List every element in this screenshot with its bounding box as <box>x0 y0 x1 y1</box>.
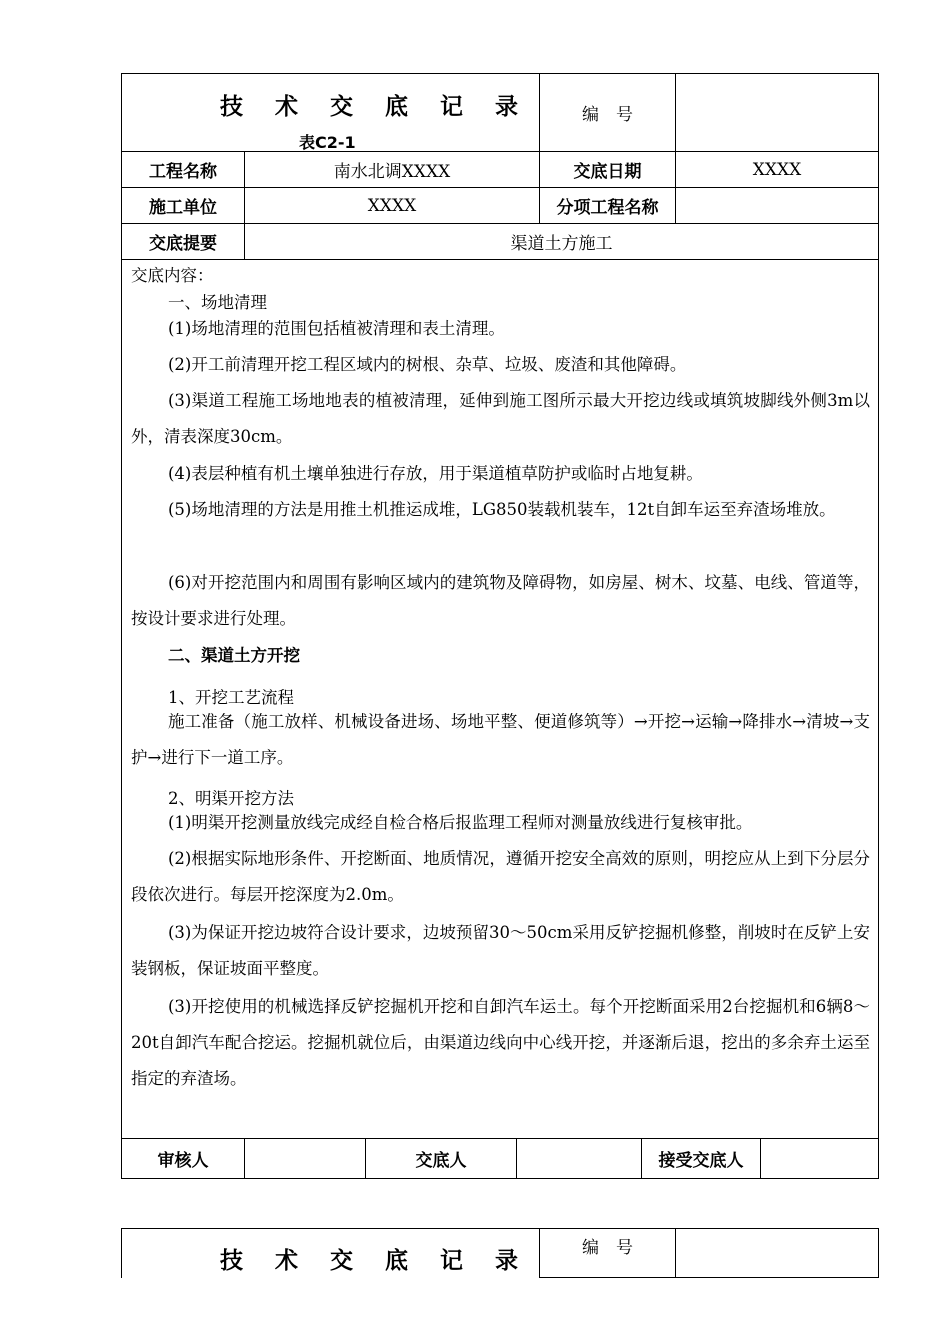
number-label: 编 号 <box>582 105 633 125</box>
section-2-title: 二、渠道土方开挖 <box>168 646 300 665</box>
form-number: 表C2-1 <box>299 133 356 152</box>
paragraph: (2)根据实际地形条件、开挖断面、地质情况，遵循开挖安全高效的原则，明挖应从上到下分层分段依次进行。每层开挖深度为2.0m。 <box>131 849 870 904</box>
paragraph: (3)开挖使用的机械选择反铲挖掘机开挖和自卸汽车运土。每个开挖断面采用2台挖掘机和6辆8～20t自卸汽车配合挖运。挖掘机就位后，由渠道边线向中心线开挖，并逐渐后退，挖出的多余弃土运至指定的弃渣场。 <box>131 997 870 1088</box>
receiver-value <box>761 1139 878 1178</box>
discloser-label: 交底人 <box>415 1151 467 1171</box>
content-label: 交底内容： <box>131 266 214 285</box>
discloser-value <box>517 1139 641 1178</box>
paragraph: (3)渠道工程施工场地地表的植被清理，延伸到施工图所示最大开挖边线或填筑坡脚线外侧3m以外，清表深度30cm。 <box>131 391 870 446</box>
reviewer-value <box>245 1139 365 1178</box>
subsection-title: 2、明渠开挖方法 <box>168 789 294 808</box>
record-title: 技 术 交 底 记 录 <box>220 94 531 120</box>
paragraph: (2)开工前清理开挖工程区域内的树根、杂草、垃圾、废渣和其他障碍。 <box>168 355 687 374</box>
number-label: 编 号 <box>582 1237 633 1258</box>
receiver-label: 接受交底人 <box>658 1151 744 1171</box>
date-value: XXXX <box>752 159 802 180</box>
table-border-left <box>121 1228 122 1278</box>
table-border-right <box>878 1228 879 1278</box>
paragraph: (4)表层种植有机土壤单独进行存放，用于渠道植草防护或临时占地复耕。 <box>168 464 703 483</box>
number-value <box>676 74 878 151</box>
paragraph: (1)明渠开挖测量放线完成经自检合格后报监理工程师对测量放线进行复核审批。 <box>168 813 753 832</box>
summary-label: 交底提要 <box>149 234 217 254</box>
reviewer-label: 审核人 <box>157 1151 209 1171</box>
paragraph: (6)对开挖范围内和周围有影响区域内的建筑物及障碍物，如房屋、树木、坟墓、电线、管道等，按设计要求进行处理。 <box>131 573 870 628</box>
paragraph: (3)为保证开挖边坡符合设计要求，边坡预留30～50cm采用反铲挖掘机修整，削坡时在反铲上安装钢板，保证坡面平整度。 <box>131 923 870 978</box>
table-border-right <box>878 73 879 1179</box>
project-name-value: 南水北调XXXX <box>333 162 451 182</box>
subsection-title: 1、开挖工艺流程 <box>168 688 294 707</box>
sub-project-label: 分项工程名称 <box>556 198 659 218</box>
record-title: 技 术 交 底 记 录 <box>220 1248 531 1274</box>
project-name-label: 工程名称 <box>149 162 217 182</box>
summary-value: 渠道土方施工 <box>510 234 613 254</box>
date-label: 交底日期 <box>573 162 642 182</box>
unit-label: 施工单位 <box>149 198 217 218</box>
paragraph: (1)场地清理的范围包括植被清理和表土清理。 <box>168 319 505 338</box>
section-1-title: 一、场地清理 <box>168 293 267 312</box>
table-rule <box>539 1277 879 1278</box>
table-border-bottom <box>121 1178 879 1179</box>
paragraph: 施工准备（施工放样、机械设备进场、场地平整、便道修筑等）→开挖→运输→降排水→清坡→支护→进行下一道工序。 <box>131 712 870 767</box>
table-rule <box>675 1228 676 1278</box>
table-border-top <box>121 1228 879 1229</box>
unit-value: XXXX <box>367 195 417 216</box>
paragraph: (5)场地清理的方法是用推土机推运成堆，LG850装载机装车，12t自卸车运至弃渣场堆放。 <box>168 500 836 519</box>
table-rule <box>121 259 879 260</box>
sub-project-value <box>676 188 878 223</box>
